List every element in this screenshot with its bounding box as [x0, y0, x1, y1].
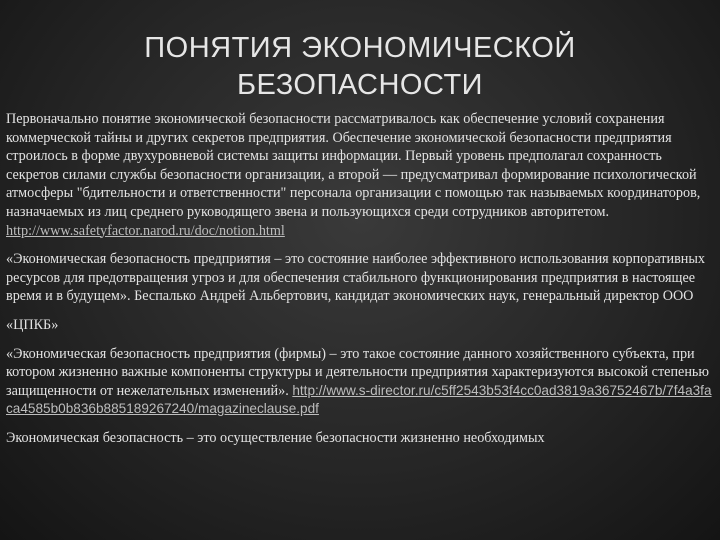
- slide-title-line-2: БЕЗОПАСНОСТИ: [236, 69, 483, 101]
- slide-title: [60, 30, 660, 104]
- paragraph-1-text: Первоначально понятие экономической безопасности рассматривалось как обеспечение условий сохранения коммерческой тайны и других секретов предприятия. Обеспечение экономической безопасности предприятия строилось в форме двухуровневой системы защиты информации. Первый уровень предполагал сохранность секретов силами службы безопасности организации, а второй — предусматривал формирование психологической атмосферы "бдительности и ответственности" персонала организации с помощью так называемых координаторов, назначаемых из лиц среднего руководящего звена и пользующихся среди сотрудников авторитетом.: [6, 111, 701, 220]
- slide-title-line-1: ПОНЯТИЯ ЭКОНОМИЧЕСКОЙ: [144, 32, 576, 64]
- paragraph-2: «Экономическая безопасность предприятия – это состояние наиболее эффективного использования корпоративных ресурсов для предотвращения угроз и для обеспечения стабильного функционирования предприятия в настоящее время и в будущем». Беспалько Андрей Альбертович, кандидат экономических наук, генеральный директор ООО: [6, 251, 706, 305]
- safetyfactor-link[interactable]: http://www.safetyfactor.narod.ru/doc/notion.html: [6, 222, 285, 239]
- paragraph-3: «ЦПКБ»: [6, 316, 59, 333]
- paragraph-1: [6, 110, 716, 240]
- paragraph-4: [6, 345, 716, 419]
- s-director-link[interactable]: http://www.s-director.ru/c5ff2543b53f4cc0ad3819a36752467b/7f4a3faca4585b0b836b885189267240/magazineclause.pdf: [6, 382, 712, 417]
- paragraph-5: Экономическая безопасность – это осуществление безопасности жизненно необходимых: [6, 429, 545, 446]
- paragraph-4-text: «Экономическая безопасность предприятия (фирмы) – это такое состояние данного хозяйственного субъекта, при котором жизненно важные компоненты структуры и деятельности предприятия характеризуются высокой степенью защищенности от нежелательных изменений».: [6, 345, 709, 399]
- slide-body: [6, 110, 716, 458]
